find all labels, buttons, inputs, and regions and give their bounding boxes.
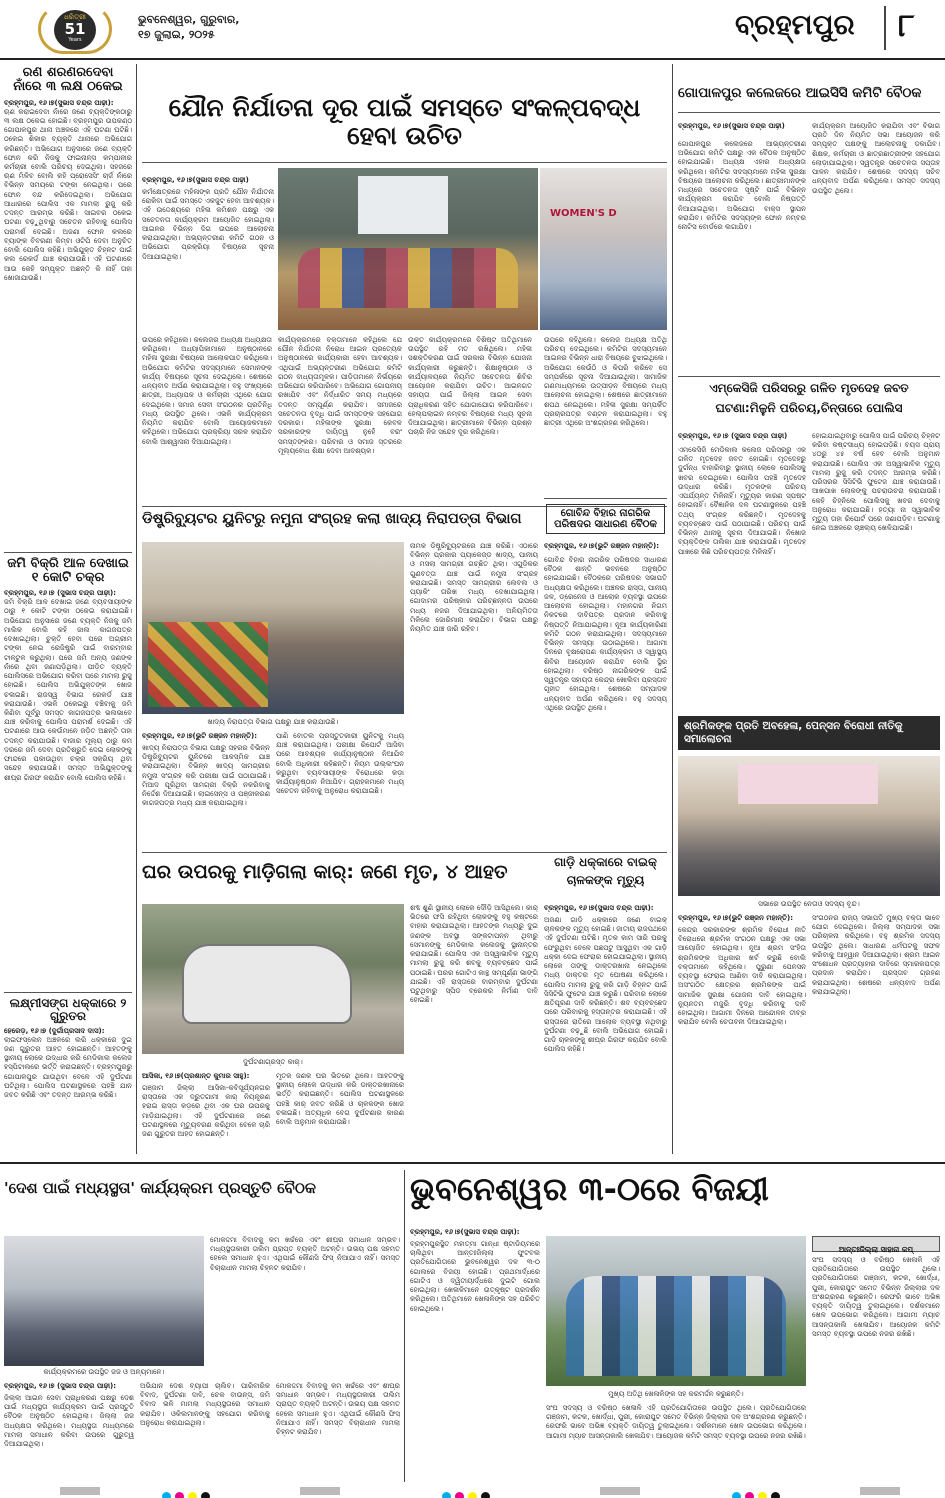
stage-banner <box>738 764 878 804</box>
accident-photo <box>142 904 404 1054</box>
gobind-dateline: ବ୍ରହ୍ମପୁର, ୧୬।୭(ଭୁଟି ରଞ୍ଜନ ମହାନ୍ତି): <box>544 542 660 550</box>
registration-bar <box>0 1484 945 1498</box>
labour-body-a: କେନ୍ଦ୍ର ସରକାରଙ୍କ ଶ୍ରମିକ ବିରୋଧୀ ନୀତି ବିରୋଧରେ ଶ୍ରମିକ ସଂଗଠନ ପକ୍ଷରୁ ଏକ ସଭା ଆୟୋଜିତ ହୋଇଥିଲା। ନୂଆ ଶ୍ରମ ସଂହିତା ଶ୍ରମିକଙ୍କ ଅଧିକାର ଖର୍ବ କରୁଛି ବୋଲି ବକ୍ତାମାନେ କହିଥିଲେ। ପୁରୁଣା ପେନସନ ବ୍ୟବସ୍ଥା ଫେରାଇ ଆଣିବା ଦାବି କରାଯାଇଥିଲା। ଅସଂଗଠିତ କ୍ଷେତ୍ରର ଶ୍ରମିକଙ୍କ ପାଇଁ ସାମାଜିକ ସୁରକ୍ଷା ଯୋଜନା ଦାବି ହୋଇଥିଲା। ନ୍ୟୁନତମ ମଜୁରି ବୃଦ୍ଧି କରିବାକୁ ଦାବି ହୋଇଥିଲା। ଆଗାମୀ ଦିନରେ ଆନ୍ଦୋଳନ ତୀବ୍ର କରାଯିବ ବୋଲି ଚେତାବନୀ ଦିଆଯାଇଥିଲା। <box>678 926 806 1027</box>
land-fraud-headline-2: ୧ କୋଟି ଚକ୍ର <box>31 569 105 585</box>
yellow-dot <box>758 1492 767 1498</box>
divider <box>142 852 667 853</box>
date-block <box>138 12 239 43</box>
food-safety-photo <box>142 542 404 714</box>
bike-headline-1: ଗାଡ଼ି ଧକ୍କାରେ ବାଇକ୍ <box>554 855 657 869</box>
col-rule <box>672 64 673 1154</box>
audience-row <box>298 248 518 308</box>
col-rule <box>404 1170 405 1482</box>
gray-block <box>300 1487 340 1495</box>
divider <box>4 552 132 553</box>
collision-body: ଲାଇଫସ୍ଲେନ ଅଞ୍ଚଳରେ ଲରି ଧକ୍କାରେ ଦୁଇ ଜଣ ଗୁରୁତର ଆହତ ହୋଇଛନ୍ତି। ଆହତଙ୍କୁ ସ୍ଥାନୀୟ ଲୋକେ ଉଦ୍ଧାର କରି ମେଡିକାଲ କଲେଜ ହସ୍ପିଟାଲରେ ଭର୍ତ୍ତି କରାଇଛନ୍ତି। ବ୍ରହ୍ମପୁରରୁ ଗୋପାଳପୁର ଯାଉଥିବା ବେଳେ ଏହି ଦୁର୍ଘଟଣା ଘଟିଥିଲା। ପୋଲିସ ଘଟଣାସ୍ଥଳରେ ପହଞ୍ଚି ଯାନ ଜବତ କରିଛି ଏବଂ ତଦନ୍ତ ଆରମ୍ଭ କରିଛି। <box>4 1035 132 1099</box>
black-dot <box>771 1492 780 1498</box>
body-found-dateline: ବ୍ରହ୍ମପୁର, ୧୬।୭ (ସୁଭାସ ଚନ୍ଦ୍ର ପାଢ଼ୀ) <box>678 432 788 440</box>
accident-body-a: ଗଞ୍ଜାମ ଜିଲ୍ଲା ଆସିକା-କବିସୂର୍ଯ୍ୟନଗର ରାସ୍ତାରେ ଏକ ଦ୍ରୁତଗାମୀ କାର୍ ନିୟନ୍ତ୍ରଣ ହରାଇ ରାସ୍ତା କଡ଼ରେ ଥିବା ଏକ ଘର ଉପରକୁ ମାଡ଼ିଯାଇଥିଲା। ଏହି ଦୁର୍ଘଟଣାରେ ଜଣେ ଘଟଣାସ୍ଥଳରେ ମୃତ୍ୟୁବରଣ କରିଥିବା ବେଳେ ଚାରି ଜଣ ଗୁରୁତର ଆହତ ହୋଇଛନ୍ତି। <box>142 1084 270 1139</box>
bike-dateline: ବ୍ରହ୍ମପୁର, ୧୬।୭(ସୁଭାସ ଚନ୍ଦ୍ର ପାଢ଼ୀ): <box>544 904 654 912</box>
icc-body-b: କାର୍ଯ୍ୟକ୍ରମ ଆୟୋଜିତ କରାଯିବା ଏବଂ ବିଭାଗ ପ୍ରତି ଦିନ ନିୟମିତ ସଭା ଆୟୋଜନ କରି ସମ୍ପୃକ୍ତ ପକ୍ଷଙ୍କୁ ଆଲୋଚନାକୁ ଡକାଯିବ। ଶିକ୍ଷକ, କର୍ମଚାରୀ ଓ ଛାତ୍ରଛାତ୍ରୀଙ୍କ ସହଯୋଗ ଲୋଡ଼ାଯାଇଥିଲା। ସ୍ୱତନ୍ତ୍ର ସଚେତନତା ସପ୍ତାହ ପାଳନ କରାଯିବ। ଶେଷରେ ସଦସ୍ୟ ସଚିବ ଧନ୍ୟବାଦ ଅର୍ପଣ କରିଥିଲେ। ସମସ୍ତ ସଦସ୍ୟ ଉପସ୍ଥିତ ଥିଲେ। <box>812 122 940 195</box>
gray-block <box>60 1487 100 1495</box>
accident-caption: ଦୁର୍ଘଟଣାଗ୍ରସ୍ତ କାର୍। <box>243 1058 303 1066</box>
lead-photo-banner <box>540 168 667 330</box>
sahana-body: ସଂଘ ସଦସ୍ୟ ଓ ବରିଷ୍ଠ ଖେଳାଳି ଏହି ପ୍ରତିଯୋଗିତାରେ ଉପସ୍ଥିତ ଥିଲେ। ପ୍ରତିଯୋଗିତାରେ ଗଞ୍ଜାମ, କଟକ, ଖୋର୍ଦ୍ଧା, ପୁରୀ, କୋରାପୁଟ ସମେତ ବିଭିନ୍ନ ଜିଲ୍ଲାର ଦଳ ଅଂଶଗ୍ରହଣ କରୁଛନ୍ତି। ରେଫରି ଭାବେ ଅଭିଜ୍ଞ ବ୍ୟକ୍ତି ଦାୟିତ୍ୱ ତୁଲାଇଥିଲେ। ଦର୍ଶକମାନେ ଖେଳ ଉପଭୋଗ କରିଥିଲେ। ଆଗାମୀ ମ୍ୟାଚ ଆସନ୍ତାକାଲି ଖେଳାଯିବ। ଆୟୋଜକ କମିଟି ସମସ୍ତ ବ୍ୟବସ୍ଥା ଉପରେ ନଜର ରଖିଛି। <box>812 1256 940 1338</box>
food-safety-body-b: ପାଣି ବୋତଲ ପ୍ରସ୍ତୁତକାରୀ ୟୁନିଟକୁ ମଧ୍ୟ ଯାଞ୍ଚ କରାଯାଇଥିଲା। ପରୀକ୍ଷା ରିପୋର୍ଟ ଆସିବା ପରେ ଆବଶ୍ୟକ କାର୍ଯ୍ୟାନୁଷ୍ଠାନ ନିଆଯିବ ବୋଲି ଅଧିକାରୀ କହିଛନ୍ତି। ନିୟମ ଉଲ୍ଲଂଘନ କରୁଥିବା ବ୍ୟବସାୟୀଙ୍କ ବିରୋଧରେ କଡ଼ା କାର୍ଯ୍ୟାନୁଷ୍ଠାନ ନିଆଯିବ। ଗ୍ରାହକମାନେ ମଧ୍ୟ ସଚେତନ ରହିବାକୁ ଅନୁରୋଧ କରାଯାଇଛି। <box>276 732 404 796</box>
labour-body-b: ସଂଗଠନର ରାଜ୍ୟ ସଭାପତି ମୁଖ୍ୟ ବକ୍ତା ଭାବେ ଯୋଗ ଦେଇଥିଲେ। ଜିଲ୍ଲା ସମ୍ପାଦକ ସଭା ପରିଚାଳନା କରିଥିଲେ। ବହୁ ଶ୍ରମିକ ସଦସ୍ୟ ଉପସ୍ଥିତ ଥିଲେ। ସାଧାରଣ ଧର୍ମଘଟକୁ ସଫଳ କରିବାକୁ ଆହ୍ୱାନ ଦିଆଯାଇଥିଲା। ଶ୍ରମ ଆଇନ ସଂଶୋଧନ ପ୍ରତ୍ୟାହାର ଦାବିରେ ସ୍ମାରକପତ୍ର ପ୍ରଦାନ କରାଯିବ। ପ୍ରସ୍ତାବ ଗ୍ରହଣ କରାଯାଇଥିଲା। ଶେଷରେ ଧନ୍ୟବାଦ ଅର୍ପଣ କରାଯାଇଥିଲା। <box>812 914 940 996</box>
labour-photo <box>678 756 940 896</box>
labour-caption: ସଭାରେ ଉପସ୍ଥିତ ନେତାଓ ସଦସ୍ୟ ବୃନ୍ଦ। <box>758 900 860 908</box>
years-number: 51 <box>64 20 86 38</box>
cyan-dot <box>732 1492 741 1498</box>
loan-fraud-headline-2: ନାଁରେ ୩ ଲକ୍ଷ ଠକେଇ <box>13 79 123 95</box>
banner-label: WOMEN'S D <box>550 208 617 219</box>
divider <box>678 376 940 377</box>
desh-body-b: ଅଭିଯାନ ଦେଶ ବ୍ୟାପୀ ଚାଲିବ। ପାରିବାରିକ ବିବାଦ, ଦୁର୍ଘଟଣା ଦାବି, ଚେକ ବାଉନ୍ସ, ଜମି ବିବାଦ ଭଳି ମାମଲା ମଧ୍ୟସ୍ଥତାରେ ସମାଧାନ କରାଯିବ। ଓକିଲମାନଙ୍କୁ ସହଯୋଗ କରିବାକୁ ଅନୁରୋଧ କରାଯାଇଥିଲା। <box>140 1382 270 1427</box>
land-fraud-body: ଜମି ବିକ୍ରି ଆଳ ଦେଖାଇ ଜଣେ ବ୍ୟବସାୟୀଙ୍କ ଠାରୁ ୧ କୋଟି ଟଙ୍କା ଠକେଇ କରାଯାଇଛି। ଅଭିଯୋଗ ଅନୁସାରେ ଜଣେ ବ୍ୟକ୍ତି ନିଜକୁ ଜମି ମାଲିକ ବୋଲି କହି ଜାଲ କାଗଜପତ୍ର ଦେଖାଇଥିଲା। ଚୁକ୍ତି ହେବା ପରେ ଅଗ୍ରୀମ ଟଙ୍କା ନେଇ ରେଜିଷ୍ଟ୍ରି ପାଇଁ ବାରମ୍ବାର ଟାଳଟୁଳ କରୁଥିଲା। ପରେ ଜମି ଅନ୍ୟ ଜଣଙ୍କ ନାଁରେ ଥିବା ଜଣାପଡ଼ିଥିଲା। ପୀଡ଼ିତ ବ୍ୟକ୍ତି ପୋଲିସରେ ଅଭିଯୋଗ କରିବା ପରେ ମାମଲା ରୁଜୁ ହୋଇଛି। ପୋଲିସ ଅଭିଯୁକ୍ତଙ୍କ ଖୋଜ ଚଳାଇଛି। ରାଜସ୍ୱ ବିଭାଗ ରେକର୍ଡ ଯାଞ୍ଚ କରାଯାଉଛି। ଏଭଳି ଠକେଇରୁ ବଞ୍ଚିବାକୁ ଜମି କିଣିବା ପୂର୍ବରୁ ସମସ୍ତ କାଗଜପତ୍ର ଭଲଭାବେ ଯାଞ୍ଚ କରିବାକୁ ପୋଲିସ ପରାମର୍ଶ ଦେଇଛି। ଏହି ଘଟଣାରେ ଆଉ କେଉଁମାନେ ଜଡ଼ିତ ଅଛନ୍ତି ତାହା ତଦନ୍ତ କରାଯାଉଛି। ବାଜାର ମୂଲ୍ୟ ଠାରୁ କମ ଦରରେ ଜମି ଦେବା ପ୍ରତିଶ୍ରୁତି ଦେଇ ଲୋକଙ୍କୁ ଫାନ୍ଦରେ ପକାଉଥିବା ଚକ୍ର ସକ୍ରିୟ ଥିବା ସନ୍ଦେହ କରାଯାଉଛି। ସମସ୍ତ ଅଭିଯୁକ୍ତଙ୍କୁ ଶୀଘ୍ର ଗିରଫ କରାଯିବ ବୋଲି ପୋଲିସ କହିଛି। <box>4 598 132 782</box>
food-safety-headline: ଡିଷ୍ଟ୍ରିବ୍ୟୁଟର ୟୁନିଟରୁ ନମୁନା ସଂଗ୍ରହ କଲା ଖାଦ୍ୟ ନିରାପତ୍ତା ବିଭାଗ <box>142 511 522 527</box>
lead-dateline: ବ୍ରହ୍ମପୁର, ୧୬।୭(ସୁଭାସ ଚନ୍ଦ୍ର ପାଢ଼ୀ) <box>142 176 249 184</box>
icc-headline: ଗୋପାଳପୁର କଲେଜରେ ଆଇସିସି କମିଟି ବୈଠକ <box>678 85 922 101</box>
desh-dateline: ବ୍ରହ୍ମପୁର, ୧୬।୭ (ସୁଭାସ ଚନ୍ଦ୍ର ପାଢ଼ୀ): <box>4 1382 117 1390</box>
cmyk-dots-right <box>730 1486 782 1498</box>
gray-block <box>600 1487 640 1495</box>
labour-dateline: ବ୍ରହ୍ମପୁର, ୧୬।୭(ଭୁଟି ରଞ୍ଜନ ମହାନ୍ତି): <box>678 914 794 922</box>
black-dot <box>201 1492 210 1498</box>
labour-headline-box <box>678 716 940 750</box>
masthead-rule <box>0 58 945 60</box>
magenta-dot <box>175 1492 184 1498</box>
anniversary-logo <box>30 4 120 54</box>
projector-screen <box>358 176 448 234</box>
cyan-dot <box>162 1492 171 1498</box>
desh-body-c2: ମୋକଦ୍ଦମା ବିବାଦକୁ କମ ଖର୍ଚ୍ଚରେ ଏବଂ ଶୀଘ୍ର ସମାଧାନ ସମ୍ଭବ। ମଧ୍ୟସ୍ଥତାକାରୀ ତାଲିମ ପ୍ରାପ୍ତ ବ୍ୟକ୍ତି ଅଟନ୍ତି। ଉଭୟ ପକ୍ଷ ସହମତ ହେଲେ ସମାଧାନ ହୁଏ। ଏଥିପାଇଁ କୌଣସି ଫିସ୍ ନିଆଯାଏ ନାହିଁ। ସମସ୍ତ ବିଚାରାଧୀନ ମାମଲା ଚିହ୍ନଟ କରାଯିବ। <box>276 1382 400 1437</box>
bottom-rule <box>0 1162 945 1164</box>
loan-fraud-body: ଋଣ କରାଇଦେବା ନାଁରେ ଜଣେ ବ୍ୟକ୍ତିଙ୍କଠାରୁ ୩ ଲକ୍ଷ ଠକେଇ ହୋଇଛି। ବ୍ରହ୍ମପୁର ଉପକଣ୍ଠ ଗୋପାଳପୁର ଥାନା ଅଞ୍ଚଳରେ ଏହି ଘଟଣା ଘଟିଛି। ଠକେଇ ଶିକାର ବ୍ୟକ୍ତି ଥାନାରେ ଅଭିଯୋଗ କରିଛନ୍ତି। ଅଭିଯୋଗ ଅନୁସାରେ ଜଣେ ବ୍ୟକ୍ତି ଫୋନ କରି ନିଜକୁ ଫାଇନାନ୍ସ କମ୍ପାନୀର କର୍ମଚାରୀ ବୋଲି ପରିଚୟ ଦେଇଥିଲା। ସହଜରେ ଋଣ ମିଳିବ ବୋଲି କହି ପ୍ରୋସେସିଂ ଚାର୍ଜ ନାଁରେ ବିଭିନ୍ନ ସମୟରେ ଟଙ୍କା ନେଇଥିଲା। ପରେ ଫୋନ ବନ୍ଦ କରିଦେଇଥିଲା। ଅଭିଯୋଗ ଆଧାରରେ ପୋଲିସ ଏକ ମାମଲା ରୁଜୁ କରି ତଦନ୍ତ ଆରମ୍ଭ କରିଛି। ସାଇବର ଠକେଇ ଘଟଣା ବଢ଼ୁଥିବାରୁ ସଚେତନ ରହିବାକୁ ପୋଲିସ ପରାମର୍ଶ ଦେଇଛି। ଅଜଣା ଫୋନ କଲରେ ବ୍ୟାଙ୍କ ବିବରଣୀ କିମ୍ବା ଓଟିପି ଦେବା ଅନୁଚିତ ବୋଲି ପୋଲିସ କହିଛି। ଅଭିଯୁକ୍ତ ଚିହ୍ନଟ ପାଇଁ କଲ ରେକର୍ଡ ଯାଞ୍ଚ କରାଯାଉଛି। ଏହି ଘଟଣାରେ ଆଉ କେହି ସମ୍ପୃକ୍ତ ଅଛନ୍ତି କି ନାହିଁ ତାହା ଖୋଜାଯାଉଛି। <box>4 107 132 282</box>
edition-divider <box>884 6 886 50</box>
cmyk-dots-center <box>440 1486 492 1498</box>
divider <box>678 112 940 113</box>
icc-body-a: ଗୋପାଳପୁର କଲେଜରେ ଆଭ୍ୟନ୍ତରୀଣ ଅଭିଯୋଗ କମିଟି ପକ୍ଷରୁ ଏକ ବୈଠକ ଅନୁଷ୍ଠିତ ହୋଇଯାଇଛି। ଅଧ୍ୟକ୍ଷ ଏହାର ଅଧ୍ୟକ୍ଷତା କରିଥିଲେ। କମିଟିର ସଦସ୍ୟମାନେ ମହିଳା ସୁରକ୍ଷା ବିଷୟରେ ଆଲୋଚନା କରିଥିଲେ। ଛାତ୍ରୀମାନଙ୍କ ମଧ୍ୟରେ ସଚେତନତା ସୃଷ୍ଟି ପାଇଁ ବିଭିନ୍ନ କାର୍ଯ୍ୟକ୍ରମ କରାଯିବ ବୋଲି ନିଷ୍ପତ୍ତି ନିଆଯାଇଥିଲା। ଅଭିଯୋଗ ବାକ୍ସ ସ୍ଥାପନ କରାଯିବ। କମିଟିର ସଦସ୍ୟଙ୍କ ଫୋନ ନମ୍ବର ନୋଟିସ ବୋର୍ଡରେ ଲଗାଯିବ। <box>678 140 806 232</box>
desh-photo <box>4 1236 204 1366</box>
bike-headline-2: ଚାଳକଙ୍କ ମୃତ୍ୟୁ <box>566 873 645 887</box>
bbsr-photo <box>546 1236 806 1386</box>
cmyk-dots-left <box>160 1486 212 1498</box>
left-column <box>4 66 132 1160</box>
sahana-badge <box>812 1236 940 1252</box>
lead-col-3: ଉପରେ କହିଥିଲେ। କଲେଜର ଅଧ୍ୟକ୍ଷ ଅଧ୍ୟକ୍ଷତା କରିଥିଲେ। ଅଧ୍ୟାପିକାମାନେ ଅନୁଷ୍ଠାନରେ ମହିଳା ସୁରକ୍ଷା ବିଷୟରେ ଆଲୋକପାତ କରିଥିଲେ। ଅଭିଯୋଗ କମିଟିର ସଦସ୍ୟମାନେ ସେମାନଙ୍କ କାର୍ଯ୍ୟ ବିଷୟରେ ସୂଚନା ଦେଇଥିଲେ। ଶେଷରେ ଧନ୍ୟବାଦ ଅର୍ପଣ କରାଯାଇଥିଲା। ବହୁ ସଂଖ୍ୟାରେ ଛାତ୍ରୀ, ଅଧ୍ୟାପକ ଓ କର୍ମଚାରୀ ଏଥିରେ ଯୋଗ ଦେଇଥିଲେ। ସମାଜ ସେବୀ ସଂଗଠନର ପ୍ରତିନିଧି ମଧ୍ୟ ଉପସ୍ଥିତ ଥିଲେ। ଏଭଳି କାର୍ଯ୍ୟକ୍ରମ ନିୟମିତ କରାଯିବ ବୋଲି ଆୟୋଜକମାନେ କହିଥିଲେ। ଅଭିଯୋଗ ପ୍ରକ୍ରିୟା ସରଳ କରାଯିବ ବୋଲି ଆଶ୍ୱାସନା ଦିଆଯାଇଥିଲା। <box>142 336 272 446</box>
food-safety-body-c: ନାମକ ଡିଷ୍ଟ୍ରିବ୍ୟୁଟରରେ ଯାଞ୍ଚ କରିଛି। ଏଠାରେ ବିଭିନ୍ନ ପ୍ରକାର ପ୍ୟାକେଜ୍ଡ ଖାଦ୍ୟ, ପାନୀୟ ଓ ମସଲା ସାମଗ୍ରୀ ଗଚ୍ଛିତ ଥିଲା। ଏଗୁଡ଼ିକର ଗୁଣବତ୍ତା ଯାଞ୍ଚ ପାଇଁ ନମୁନା ସଂଗ୍ରହ କରାଯାଇଛି। ସମସ୍ତ ସାମଗ୍ରୀର ଲେବଲ ଓ ପ୍ୟାକିଂ ତାରିଖ ମଧ୍ୟ ଦେଖାଯାଇଥିଲା। ଗୋଦାମର ପରିଷ୍କାର ପରିଚ୍ଛନ୍ନତା ଉପରେ ମଧ୍ୟ ନଜର ଦିଆଯାଇଥିଲା। ଅନିୟମିତତା ମିଳିଲେ ଜୋରିମାନା କରାଯିବ। ବିଭାଗ ପକ୍ଷରୁ ନିୟମିତ ଯାଞ୍ଚ ଜାରି ରହିବ। <box>410 542 538 634</box>
lead-col-2: ଉକ୍ତ କାର୍ଯ୍ୟକ୍ରମରେ ବିଶିଷ୍ଟ ଅତିଥିମାନେ ଉପସ୍ଥିତ ରହି ମତ ରଖିଥିଲେ। ମହିଳା ସଶକ୍ତିକରଣ ପାଇଁ ସରକାର ବିଭିନ୍ନ ଯୋଜନା କାର୍ଯ୍ୟକାରୀ କରୁଛନ୍ତି। ଶିକ୍ଷାନୁଷ୍ଠାନ ଓ କାର୍ଯ୍ୟାଳୟରେ ନିୟମିତ ସଚେତନତା ଶିବିର ଆୟୋଜନ କରାଯିବା ଉଚିତ। ଆଇନଗତ ସହାୟତା ପାଇଁ ଜିଲ୍ଲା ଆଇନ ସେବା ପ୍ରାଧିକରଣ ସହିତ ଯୋଗାଯୋଗ କରିପାରିବେ। ହେଲ୍ପଲାଇନ ନମ୍ବର ବିଷୟରେ ମଧ୍ୟ ସୂଚନା ଦିଆଯାଇଥିଲା। ଛାତ୍ରୀମାନେ ବିଭିନ୍ନ ପ୍ରଶ୍ନ ପଚାରି ନିଜ ସନ୍ଦେହ ଦୂର କରିଥିଲେ। <box>408 336 532 437</box>
food-safety-body-a: ଖାଦ୍ୟ ନିରାପତ୍ତା ବିଭାଗ ପକ୍ଷରୁ ସହରର ବିଭିନ୍ନ ଡିଷ୍ଟ୍ରିବ୍ୟୁଟର ୟୁନିଟରେ ଆକସ୍ମିକ ଯାଞ୍ଚ କରାଯାଇଥିଲା। ବିଭିନ୍ନ ଖାଦ୍ୟ ସାମଗ୍ରୀର ନମୁନା ସଂଗ୍ରହ କରି ପରୀକ୍ଷା ପାଇଁ ପଠାଯାଇଛି। ମିଆଦ ପୂରିଥିବା ସାମଗ୍ରୀ ବିକ୍ରି ନକରିବାକୁ ନିର୍ଦ୍ଦେଶ ଦିଆଯାଇଛି। ଲାଇସେନ୍ସ ଓ ପଞ୍ଜୀକରଣ କାଗଜପତ୍ର ମଧ୍ୟ ଯାଞ୍ଚ କରାଯାଇଥିଲା। <box>142 744 270 808</box>
lead-col-1: କାର୍ଯ୍ୟକ୍ରମରେ ବକ୍ତାମାନେ କହିଥିଲେ ଯେ ଯୌନ ନିର୍ଯାତନା ନିରୋଧ ଆଇନ ପ୍ରତ୍ୟେକ ଅନୁଷ୍ଠାନରେ କାର୍ଯ୍ୟକାରୀ ହେବା ଆବଶ୍ୟକ। ଏଥିପାଇଁ ଅଭ୍ୟନ୍ତରୀଣ ଅଭିଯୋଗ କମିଟି ଗଠନ ବାଧ୍ୟତାମୂଳକ। ପୀଡ଼ିତାମାନେ ନିର୍ଭୟରେ ଅଭିଯୋଗ କରିପାରିବେ। ଅଭିଯୋଗ ଗୋପନୀୟ ରଖାଯିବ ଏବଂ ନିର୍ଦ୍ଧାରିତ ସମୟ ମଧ୍ୟରେ ତଦନ୍ତ ସମ୍ପୂର୍ଣ୍ଣ କରାଯିବ। ସମାଜରେ ସଚେତନତା ବୃଦ୍ଧି ପାଇଁ ସମସ୍ତଙ୍କ ସହଯୋଗ ଦରକାର। ମହିଳାଙ୍କ ସୁରକ୍ଷା କେବଳ ସରକାରଙ୍କ ଦାୟିତ୍ୱ ନୁହେଁ ବରଂ ସମସ୍ତଙ୍କର। ପରିବାର ଓ ସମାଜ ସ୍ତରରେ ମୂଲ୍ୟବୋଧ ଶିକ୍ଷା ଦେବା ଆବଶ୍ୟକ। <box>278 336 402 455</box>
lead-intro: କର୍ମକ୍ଷେତ୍ରରେ ମହିଳାଙ୍କ ପ୍ରତି ଯୌନ ନିର୍ଯାତନା ରୋକିବା ପାଇଁ ସମସ୍ତେ ଏକଜୁଟ ହେବା ଆବଶ୍ୟକ। ଏହି ଉଦ୍ଦେଶ୍ୟରେ ମହିଳା କମିଶନ ପକ୍ଷରୁ ଏକ ସଚେତନତା କାର୍ଯ୍ୟକ୍ରମ ଆୟୋଜିତ ହୋଇଥିଲା। ଆଇନର ବିଭିନ୍ନ ଦିଗ ଉପରେ ଆଲୋଚନା କରାଯାଇଥିଲା। ଅଭ୍ୟନ୍ତରୀଣ କମିଟି ଗଠନ ଓ ଅଭିଯୋଗ ପ୍ରକ୍ରିୟା ବିଷୟରେ ସୂଚନା ଦିଆଯାଇଥିଲା। <box>142 188 274 261</box>
gobind-headline-2: ପରିଷଦର ସାଧାରଣ ବୈଠକ <box>554 519 657 530</box>
logo-badge <box>54 10 96 50</box>
food-safety-dateline: ବ୍ରହ୍ମପୁର, ୧୬।୭(ଭୁଟି ରଞ୍ଜନ ମହାନ୍ତି): <box>142 732 258 740</box>
bbsr-headline: ଭୁବନେଶ୍ୱର ୩-୦ରେ ବିଜୟୀ <box>410 1170 769 1208</box>
yellow-dot <box>468 1492 477 1498</box>
icc-dateline: ବ୍ରହ୍ମପୁର, ୧୬।୭(ସୁଭାସ ଚନ୍ଦ୍ର ପାଢ଼ୀ) <box>678 122 785 130</box>
collision-dateline: ହେରେଡ଼, ୧୬।୭ (ଦୁର୍ଗାପ୍ରସାଦ ଦାସ): <box>4 1026 105 1035</box>
sahana-badge-text: ଆନ୍ତଃଜିଲ୍ଲା ସାହାନା କପ୍ <box>838 1245 914 1254</box>
page-number: ୮ <box>898 6 915 44</box>
gray-block <box>860 1487 900 1495</box>
body-found-body-b: ହୋଇଯାଇଥିବାରୁ ପୋଲିସ ପାଇଁ ପରିଚୟ ଚିହ୍ନଟ କରିବା କଷ୍ଟସାଧ୍ୟ ହୋଇପଡ଼ିଛି। ବୟସ ପ୍ରାୟ ୪୦ରୁ ୪୫ ବର୍ଷ ହେବ ବୋଲି ଅନୁମାନ କରାଯାଉଛି। ପୋଲିସ ଏକ ଅସ୍ୱାଭାବିକ ମୃତ୍ୟୁ ମାମଲା ରୁଜୁ କରି ତଦନ୍ତ ଆରମ୍ଭ କରିଛି। ପରିସରର ସିସିଟିଭି ଫୁଟେଜ ଯାଞ୍ଚ କରାଯାଉଛି। ଆଖପାଖ ଲୋକଙ୍କୁ ପଚରାଉଚରା କରାଯାଉଛି। କେହି ଚିହ୍ନିଲେ ପୋଲିସକୁ ଖବର ଦେବାକୁ ଅନୁରୋଧ କରାଯାଇଛି। ହତ୍ୟା ନା ସ୍ୱାଭାବିକ ମୃତ୍ୟୁ ତାହା ରିପୋର୍ଟ ପରେ ଜଣାପଡ଼ିବ। ଘଟଣାକୁ ନେଇ ଅଞ୍ଚଳରେ ଚାଞ୍ଚଲ୍ୟ ଖେଳିଯାଇଛି। <box>812 432 940 533</box>
desh-body-c: ମୋକଦ୍ଦମା ବିବାଦକୁ କମ ଖର୍ଚ୍ଚରେ ଏବଂ ଶୀଘ୍ର ସମାଧାନ ସମ୍ଭବ। ମଧ୍ୟସ୍ଥତାକାରୀ ତାଲିମ ପ୍ରାପ୍ତ ବ୍ୟକ୍ତି ଅଟନ୍ତି। ଉଭୟ ପକ୍ଷ ସହମତ ହେଲେ ସମାଧାନ ହୁଏ। ଏଥିପାଇଁ କୌଣସି ଫିସ୍ ନିଆଯାଏ ନାହିଁ। ସମସ୍ତ ବିଚାରାଧୀନ ମାମଲା ଚିହ୍ନଟ କରାଯିବ। <box>210 1236 400 1272</box>
bbsr-body-b: ସଂଘ ସଦସ୍ୟ ଓ ବରିଷ୍ଠ ଖେଳାଳି ଏହି ପ୍ରତିଯୋଗିତାରେ ଉପସ୍ଥିତ ଥିଲେ। ପ୍ରତିଯୋଗିତାରେ ଗଞ୍ଜାମ, କଟକ, ଖୋର୍ଦ୍ଧା, ପୁରୀ, କୋରାପୁଟ ସମେତ ବିଭିନ୍ନ ଜିଲ୍ଲାର ଦଳ ଅଂଶଗ୍ରହଣ କରୁଛନ୍ତି। ରେଫରି ଭାବେ ଅଭିଜ୍ଞ ବ୍ୟକ୍ତି ଦାୟିତ୍ୱ ତୁଲାଇଥିଲେ। ଦର୍ଶକମାନେ ଖେଳ ଉପଭୋଗ କରିଥିଲେ। ଆଗାମୀ ମ୍ୟାଚ ଆସନ୍ତାକାଲି ଖେଳାଯିବ। ଆୟୋଜକ କମିଟି ସମସ୍ତ ବ୍ୟବସ୍ଥା ଉପରେ ନଜର ରଖିଛି। <box>546 1404 806 1440</box>
collision-headline: ଲକ୍ଷ୍ମୀସଙ୍ଗ ଧକ୍କାରେ ୨ ଗୁରୁତର <box>9 996 127 1024</box>
black-dot <box>481 1492 490 1498</box>
bbsr-caption: ମୁଖ୍ୟ ଅତିଥି ଖେଳାଳିଙ୍କ ସହ କରମର୍ଦ୍ଦନ କରୁଛନ୍ତି। <box>608 1390 744 1398</box>
accident-dateline: ଆସିକା, ୧୬।୭(ପ୍ରଶାନ୍ତ କୁମାର ସାହୁ): <box>142 1072 250 1080</box>
lead-rule <box>142 162 667 163</box>
lead-photo <box>278 168 538 330</box>
center-top-body: ଉପରେ କହିଥିଲେ। କଲେଜ ଅଧ୍ୟକ୍ଷ ଅତିଥି ପରିଚୟ ଦେଇଥିଲେ। କମିଟିର ସଦସ୍ୟମାନେ ଆଇନର ବିଭିନ୍ନ ଧାରା ବିଷୟରେ ବୁଝାଇଥିଲେ। ଅଭିଯୋଗ କେଉଁଠି ଓ କିପରି କରିବେ ସେ ସମ୍ପର୍କରେ ସୂଚନା ଦିଆଯାଇଥିଲା। ସାମାଜିକ ଗଣମାଧ୍ୟମରେ ଉତ୍ପୀଡ଼ନ ବିଷୟରେ ମଧ୍ୟ ଆଲୋଚନା ହୋଇଥିଲା। ଶେଷରେ ଛାତ୍ରୀମାନେ ଶପଥ ନେଇଥିଲେ। ମହିଳା ସୁରକ୍ଷା ସମ୍ପର୍କିତ ପ୍ରଚାରପତ୍ର ବଣ୍ଟନ କରାଯାଇଥିଲା। ବହୁ ଛାତ୍ରୀ ଏଥିରେ ଅଂଶଗ୍ରହଣ କରିଥିଲେ। <box>544 336 667 428</box>
damaged-car <box>182 944 352 1024</box>
accident-body-c: ଶବ୍ଦ ଶୁଣି ସ୍ଥାନୀୟ ଲୋକେ ଦୌଡ଼ି ଆସିଥିଲେ। କାର୍ ଭିତରେ ଫସି ରହିଥିବା ଲୋକଙ୍କୁ ବହୁ କଷ୍ଟରେ ବାହାର କରାଯାଇଥିଲା। ଆହତଙ୍କ ମଧ୍ୟରୁ ଦୁଇ ଜଣଙ୍କ ଅବସ୍ଥା ସଙ୍କଟାପନ୍ନ ଥିବାରୁ ସେମାନଙ୍କୁ ମେଡିକାଲ କଲେଜକୁ ସ୍ଥାନାନ୍ତର କରାଯାଇଛି। ପୋଲିସ ଏକ ଅସ୍ୱାଭାବିକ ମୃତ୍ୟୁ ମାମଲା ରୁଜୁ କରି ଶବକୁ ବ୍ୟବଚ୍ଛେଦ ପାଇଁ ପଠାଇଛି। ଘରର ଗୋଟିଏ କାନ୍ଥ ସମ୍ପୂର୍ଣ୍ଣ ଭାଙ୍ଗି ଯାଇଛି। ଏହି ରାସ୍ତାରେ ବାରମ୍ବାର ଦୁର୍ଘଟଣା ଘଟୁଥିବାରୁ ସ୍ପିଡ ବ୍ରେକର ନିର୍ମାଣ ଦାବି ହୋଇଛି। <box>410 904 538 1005</box>
bbsr-body: ବ୍ରହ୍ମପୁରସ୍ଥିତ ମହାତ୍ମା ଗାନ୍ଧୀ ଷ୍ଟାଡିୟମରେ ଚାଲିଥିବା ଆନ୍ତଃଜିଲ୍ଲା ଫୁଟବଲ ପ୍ରତିଯୋଗିତାରେ ଭୁବନେଶ୍ୱର ଦଳ ୩-୦ ଗୋଲରେ ବିଜୟୀ ହୋଇଛି। ପ୍ରଥମାର୍ଦ୍ଧରେ ଗୋଟିଏ ଓ ଦ୍ୱିତୀୟାର୍ଦ୍ଧରେ ଦୁଇଟି ଗୋଲ ହୋଇଥିଲା। ଖେଳାଳିମାନେ ଉତ୍କୃଷ୍ଟ ପ୍ରଦର୍ଶନ କରିଥିଲେ। ଅତିଥିମାନେ ଖେଳାଳିଙ୍କ ସହ ପରିଚିତ ହୋଇଥିଲେ। <box>410 1240 540 1313</box>
cyan-dot <box>442 1492 451 1498</box>
desh-headline: 'ଦେଶ ପାଇଁ ମଧ୍ୟସ୍ଥତା' କାର୍ଯ୍ୟକ୍ରମ ପ୍ରସ୍ତୁତି ବୈଠକ <box>4 1179 316 1197</box>
city-line: ଭୁବନେଶ୍ୱର, ଗୁରୁବାର, <box>138 13 240 26</box>
goods-stack <box>148 622 268 707</box>
lead-headline: ଯୌନ ନିର୍ଯାତନା ଦୂର ପାଇଁ ସମସ୍ତେ ସଂକଳ୍ପବଦ୍ଧ ହେବା ଉଚିତ <box>168 93 641 150</box>
magenta-dot <box>455 1492 464 1498</box>
gobind-headline-1: ଗୋବିନ୍ଦ ବିହାର ନାଗରିକ <box>560 508 651 519</box>
date-line: ୧୭ ଜୁଲାଇ, ୨୦୨୫ <box>138 28 215 42</box>
body-found-headline-2: ଘଟଣା:ମିଳୁନି ପରିଚୟ,ଚିନ୍ତାରେ ପୋଲିସ <box>715 401 903 415</box>
masthead <box>0 0 945 58</box>
body-found-body-a: ଏମକେସିଜି ମେଡିକାଲ କଲେଜ ପରିସରରୁ ଏକ ଗଳିତ ମୃତଦେହ ଜବତ ହୋଇଛି। ମୃତଦେହରୁ ଦୁର୍ଗନ୍ଧ ବାହାରିବାରୁ ସ୍ଥାନୀୟ ଲୋକେ ପୋଲିସକୁ ଖବର ଦେଇଥିଲେ। ପୋଲିସ ପହଞ୍ଚି ମୃତଦେହ ଉଦ୍ଧାର କରିଛି। ମୃତକଙ୍କ ପରିଚୟ ଏପର୍ଯ୍ୟନ୍ତ ମିଳିନାହିଁ। ମୃତ୍ୟୁର କାରଣ ସ୍ପଷ୍ଟ ହୋଇନାହିଁ। ବୈଜ୍ଞାନିକ ଦଳ ଘଟଣାସ୍ଥଳରେ ପହଞ୍ଚି ତଥ୍ୟ ସଂଗ୍ରହ କରିଛନ୍ତି। ମୃତଦେହକୁ ବ୍ୟବଚ୍ଛେଦ ପାଇଁ ପଠାଯାଇଛି। ପରିଚୟ ପାଇଁ ବିଭିନ୍ନ ଥାନାକୁ ସୂଚନା ଦିଆଯାଇଛି। ନିଖୋଜ ବ୍ୟକ୍ତିଙ୍କ ତାଲିକା ଯାଞ୍ଚ କରାଯାଉଛି। ମୃତଦେହ ପାଖରେ କିଛି ପରିଚୟପତ୍ର ମିଳିନାହିଁ। <box>678 446 806 556</box>
land-fraud-headline-1: ଜମି ବିକ୍ରି ଆଳ ଦେଖାଇ <box>7 555 129 571</box>
divider <box>544 498 667 499</box>
col-rule <box>136 64 137 1154</box>
gobind-body: ଗୋବିନ୍ଦ ବିହାର ନାଗରିକ ପରିଷଦର ସାଧାରଣ ବୈଠକ ଶାନ୍ତି ଭବନରେ ଅନୁଷ୍ଠିତ ହୋଇଯାଇଛି। ବୈଠକରେ ପରିଷଦର ସଭାପତି ଅଧ୍ୟକ୍ଷତା କରିଥିଲେ। ଅଞ୍ଚଳର ରାସ୍ତା, ପାନୀୟ ଜଳ, ଡ୍ରେନେଜ ଓ ଆଲୋକ ବ୍ୟବସ୍ଥା ଉପରେ ଆଲୋଚନା ହୋଇଥିଲା। ମହାନଗର ନିଗମ ନିକଟରେ ଦାବିପତ୍ର ପ୍ରଦାନ କରିବାକୁ ନିଷ୍ପତ୍ତି ନିଆଯାଇଥିଲା। ନୂଆ କାର୍ଯ୍ୟକାରିଣୀ କମିଟି ଗଠନ କରାଯାଇଥିଲା। ସଦସ୍ୟମାନେ ବିଭିନ୍ନ ସମସ୍ୟା ଉଠାଇଥିଲେ। ଆଗାମୀ ଦିନରେ ବୃକ୍ଷରୋପଣ କାର୍ଯ୍ୟକ୍ରମ ଓ ସ୍ୱାସ୍ଥ୍ୟ ଶିବିର ଆୟୋଜନ କରାଯିବ ବୋଲି ସ୍ଥିର ହୋଇଥିଲା। ବରିଷ୍ଠ ନାଗରିକଙ୍କ ପାଇଁ ସ୍ୱତନ୍ତ୍ର ସହାୟତା କେନ୍ଦ୍ର ଖୋଲିବା ପ୍ରସ୍ତାବ ଗୃହୀତ ହୋଇଥିଲା। ଶେଷରେ ସମ୍ପାଦକ ଧନ୍ୟବାଦ ଅର୍ପଣ କରିଥିଲେ। ବହୁ ସଦସ୍ୟ ଏଥିରେ ଉପସ୍ଥିତ ଥିଲେ। <box>544 556 667 712</box>
years-label: Years <box>68 37 82 43</box>
loan-fraud-dateline: ବ୍ରହ୍ମପୁର, ୧୬।୭(ସୁଭାସ ଚନ୍ଦ୍ର ପାଢ଼ୀ): <box>4 98 114 107</box>
gobind-headline-box <box>546 504 665 534</box>
land-fraud-dateline: ବ୍ରହ୍ମପୁର, ୧୬।୭ (ସୁଭାସ ଚନ୍ଦ୍ର ପାଢ଼ୀ): <box>4 589 117 598</box>
edition-name: ବ୍ରହ୍ମପୁର <box>735 8 855 41</box>
brand-mini: ଧରିତ୍ରୀ <box>64 13 86 21</box>
accident-headline: ଘର ଉପରକୁ ମାଡ଼ିଗଲା କାର୍‌: ଜଣେ ମୃତ, ୪ ଆହତ <box>142 861 508 883</box>
yellow-dot <box>188 1492 197 1498</box>
labour-headline: ଶ୍ରମିକଙ୍କ ପ୍ରତି ଅବହେଳା, ପେନ୍‌ସନ ବିରୋଧୀ ନୀତିକୁ ସମାଲୋଚନା <box>684 720 903 745</box>
bbsr-dateline: ବ୍ରହ୍ମପୁର, ୧୬।୭(ସୁଭାସ ଚନ୍ଦ୍ର ପାଢ଼ୀ): <box>410 1228 520 1236</box>
magenta-dot <box>745 1492 754 1498</box>
loan-fraud-headline-1: ରଣ ଶରଣରଦେବା <box>22 66 114 80</box>
body-found-headline-1: ଏମ୍‌କେସିଜି ପରିସରରୁ ଗଳିତ ମୃତଦେହ ଜବତ <box>709 381 909 395</box>
divider <box>4 992 132 993</box>
players-group <box>566 1276 786 1376</box>
accident-body-b: ମୃତକ ଜଣକ ଘର ଭିତରେ ଥିଲେ। ଆହତଙ୍କୁ ସ୍ଥାନୀୟ ଲୋକେ ଉଦ୍ଧାର କରି ଡାକ୍ତରଖାନାରେ ଭର୍ତ୍ତି କରାଇଛନ୍ତି। ପୋଲିସ ଘଟଣାସ୍ଥଳରେ ପହଞ୍ଚି କାର୍ ଜବତ କରିଛି ଓ ଚାଳକଙ୍କ ଖୋଜ ଚଳାଇଛି। ଅତ୍ୟଧିକ ବେଗ ଦୁର୍ଘଟଣାର କାରଣ ବୋଲି ଅନୁମାନ କରାଯାଉଛି। <box>276 1072 404 1127</box>
food-safety-caption: ଖାଦ୍ୟ ନିରାପତ୍ତା ବିଭାଗ ପକ୍ଷରୁ ଯାଞ୍ଚ କରାଯାଉଛି। <box>207 718 339 726</box>
desh-caption: କାର୍ଯ୍ୟକ୍ରମରେ ଉପସ୍ଥିତ ଜଜ ଓ ଅନ୍ୟମାନେ। <box>43 1368 165 1376</box>
desh-body-a: ଜିଲ୍ଲା ଆଇନ ସେବା ପ୍ରାଧିକରଣ ପକ୍ଷରୁ ଦେଶ ପାଇଁ ମଧ୍ୟସ୍ଥତା କାର୍ଯ୍ୟକ୍ରମ ପାଇଁ ପ୍ରସ୍ତୁତି ବୈଠକ ଅନୁଷ୍ଠିତ ହୋଇଥିଲା। ଜିଲ୍ଲା ଜଜ ଅଧ୍ୟକ୍ଷତା କରିଥିଲେ। ମଧ୍ୟସ୍ଥତା ମାଧ୍ୟମରେ ମାମଲା ସମାଧାନ କରିବା ଉପରେ ଗୁରୁତ୍ୱ ଦିଆଯାଇଥିଲା। <box>4 1394 134 1449</box>
bike-body: ଅଜଣା ଗାଡ଼ି ଧକ୍କାରେ ଜଣେ ବାଇକ୍ ଚାଳକଙ୍କ ମୃତ୍ୟୁ ହୋଇଛି। ଜାତୀୟ ରାଜପଥରେ ଏହି ଦୁର୍ଘଟଣା ଘଟିଛି। ମୃତକ କାମ ସାରି ଘରକୁ ଫେରୁଥିବା ବେଳେ ପଛପଟୁ ଆସୁଥିବା ଏକ ଗାଡ଼ି ଧକ୍କା ଦେଇ ଫେରାର ହୋଇଯାଇଥିଲା। ସ୍ଥାନୀୟ ଲୋକେ ତାଙ୍କୁ ଡାକ୍ତରଖାନା ନେଇଥିଲେ ମଧ୍ୟ ଡାକ୍ତର ମୃତ ଘୋଷଣା କରିଥିଲେ। ପୋଲିସ ମାମଲା ରୁଜୁ କରି ଗାଡ଼ି ଚିହ୍ନଟ ପାଇଁ ସିସିଟିଭି ଫୁଟେଜ ଯାଞ୍ଚ କରୁଛି। ପରିବାର ଲୋକେ କ୍ଷତିପୂରଣ ଦାବି କରିଛନ୍ତି। ଶବ ବ୍ୟବଚ୍ଛେଦ ପରେ ପରିବାରକୁ ହସ୍ତାନ୍ତର କରାଯାଇଛି। ଏହି ରାସ୍ତାରେ ରାତିରେ ଆଲୋକ ବ୍ୟବସ୍ଥା ନଥିବାରୁ ଦୁର୍ଘଟଣା ବଢ଼ୁଛି ବୋଲି ଅଭିଯୋଗ ହୋଇଛି। ଗାଡ଼ି ଚାଳକଙ୍କୁ ଶୀଘ୍ର ଗିରଫ କରାଯିବ ବୋଲି ପୋଲିସ କହିଛି। <box>544 916 667 1054</box>
